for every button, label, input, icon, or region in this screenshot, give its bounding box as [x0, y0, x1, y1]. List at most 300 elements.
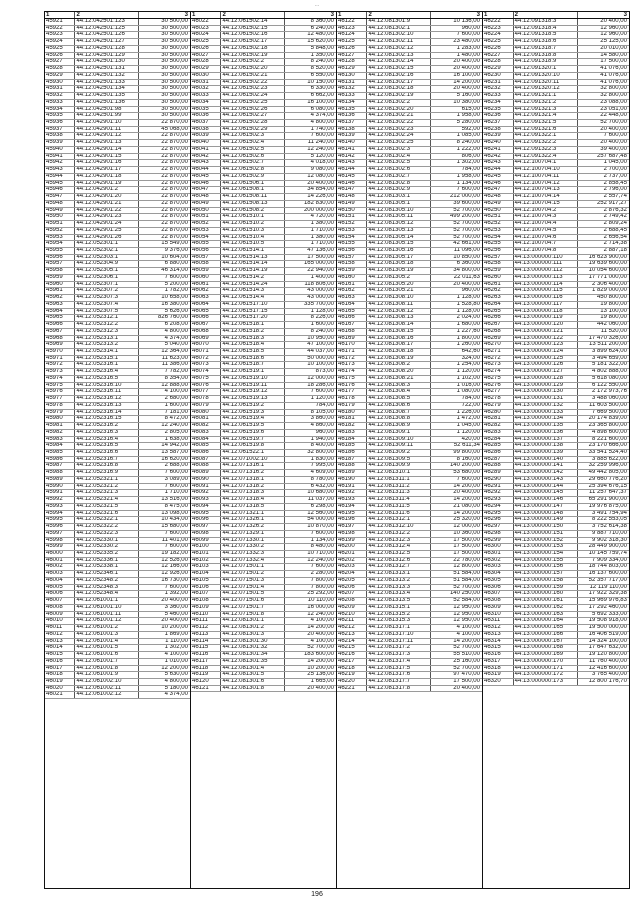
table-row: [191, 342, 336, 349]
row-number: 45960: [45, 282, 75, 288]
cadastral-value: 20 400,00: [453, 490, 480, 496]
table-row: [337, 295, 482, 302]
table-row: [337, 336, 482, 343]
cadastral-number: 44:12:100704:10: [514, 167, 578, 173]
row-number: 46238: [483, 127, 514, 133]
row-number: 46009: [45, 612, 75, 618]
row-number: 45939: [45, 140, 75, 146]
cadastral-value: 7 600,00: [456, 32, 480, 38]
cadastral-number: 44:12:081305:2: [367, 275, 431, 281]
row-number: 46045: [191, 174, 221, 180]
cadastral-value: 1 085,00: [456, 133, 480, 139]
row-number: 45993: [45, 504, 75, 510]
row-number: 46000: [45, 551, 75, 557]
cadastral-value: 49 442 805,00: [588, 470, 627, 476]
cadastral-number: 44:12:081317:2: [367, 645, 431, 651]
row-number: 46318: [483, 666, 514, 672]
cadastral-number: 44:12:081302:4: [367, 154, 431, 160]
table-row: [483, 605, 629, 612]
row-number: 46017: [45, 666, 75, 672]
cadastral-number: 44:12:042501:130: [75, 59, 139, 65]
cadastral-number: 44:12:061002:10: [75, 679, 139, 685]
cadastral-number: 44:12:091322:4: [514, 154, 578, 160]
table-row: [483, 463, 629, 470]
cadastral-number: 44:12:061518:1: [221, 322, 285, 328]
cadastral-value: 10 054 600,00: [588, 268, 627, 274]
cadastral-value: 52 700,00: [453, 645, 480, 651]
table-row: [483, 113, 629, 120]
row-number: 46119: [191, 672, 221, 678]
cadastral-number: 44:13:000000:131: [514, 396, 578, 402]
table-row: [45, 443, 190, 450]
row-number: 46116: [191, 652, 221, 658]
row-number: 46021: [45, 692, 75, 698]
cadastral-value: 65 291 900,00: [588, 497, 627, 503]
cadastral-number: 44:13:000000:120: [514, 322, 578, 328]
cadastral-number: 44:13:000000:118: [514, 309, 578, 315]
table-row: [483, 120, 629, 127]
table-row: [45, 133, 190, 140]
cadastral-value: 11 760 400,00: [589, 658, 627, 664]
table-row: [45, 598, 190, 605]
table-row: [483, 309, 629, 316]
table-row: [45, 248, 190, 255]
cadastral-value: 499 200,00: [449, 214, 480, 220]
cadastral-value: 1 710,00: [164, 490, 188, 496]
cadastral-number: 44:12:052348:3: [75, 585, 139, 591]
cadastral-value: 10 360,00: [453, 530, 480, 536]
table-row: [337, 639, 482, 646]
cadastral-number: 44:12:042901:11: [75, 127, 139, 133]
table-row: [45, 154, 190, 161]
cadastral-number: 44:12:052335:2: [75, 551, 139, 557]
table-row: [191, 666, 336, 673]
row-number: 46154: [337, 235, 367, 241]
row-number: 46104: [191, 571, 221, 577]
cadastral-value: 2 680,00: [164, 396, 188, 402]
cadastral-value: 51 584,00: [453, 577, 480, 583]
table-row: [191, 107, 336, 114]
cadastral-value: 30 500,00: [161, 86, 188, 92]
cadastral-number: 44:12:042501:127: [75, 39, 139, 45]
row-number: 45957: [45, 261, 75, 267]
cadastral-number: 44:12:061001:3: [75, 632, 139, 638]
cadastral-number: 44:12:061502:6: [221, 154, 285, 160]
cadastral-value: 22 870,00: [161, 140, 188, 146]
cadastral-number: 44:12:061001:10: [75, 605, 139, 611]
row-number: 46077: [191, 389, 221, 395]
cadastral-number: 44:12:052316:3: [75, 430, 139, 436]
cadastral-value: 16 620,00: [161, 456, 188, 462]
table-row: [337, 605, 482, 612]
table-row: [483, 275, 629, 282]
row-number: 46174: [337, 369, 367, 375]
cadastral-value: 1 134,00: [310, 537, 334, 543]
table-row: [337, 463, 482, 470]
table-row: [337, 113, 482, 120]
cadastral-value: 4 374,00: [310, 113, 334, 119]
row-number: 46204: [337, 571, 367, 577]
cadastral-number: 44:12:061510:4: [221, 235, 285, 241]
cadastral-value: 7 600,00: [603, 133, 627, 139]
table-row: [483, 598, 629, 605]
cadastral-value: 12 200,00: [161, 665, 188, 671]
cadastral-value: 3 491 754,94: [591, 510, 627, 516]
table-row: [45, 430, 190, 437]
cadastral-value: 1 480,00: [456, 52, 480, 58]
row-number: 46288: [483, 463, 514, 469]
cadastral-value: 9 376,00: [164, 247, 188, 253]
cadastral-value: 10 200,00: [307, 665, 334, 671]
cadastral-value: 7 181,00: [164, 409, 188, 415]
table-row: [483, 93, 629, 100]
table-row: [337, 261, 482, 268]
table-row: [483, 322, 629, 329]
table-row: [191, 423, 336, 430]
cadastral-number: 44:12:091321:6: [514, 127, 578, 133]
row-number: 46205: [337, 578, 367, 584]
table-row: [483, 679, 629, 686]
table-row: [337, 59, 482, 66]
cadastral-number: 44:12:071501:3: [221, 578, 285, 584]
cadastral-number: 44:12:091320:1: [514, 66, 578, 72]
table-row: [483, 389, 629, 396]
cadastral-value: 1 302,00: [456, 160, 480, 166]
table-row: [191, 376, 336, 383]
cadastral-number: 44:12:071501:2: [221, 571, 285, 577]
table-row: [191, 356, 336, 363]
cadastral-number: 44:13:000000:133: [514, 410, 578, 416]
table-row: [483, 652, 629, 659]
table-row: [483, 26, 629, 33]
cadastral-value: 10 658,00: [161, 295, 188, 301]
row-number: 46047: [191, 187, 221, 193]
cadastral-value: 1 045,00: [603, 160, 627, 166]
cadastral-number: 44:12:042901:2: [75, 187, 139, 193]
cadastral-value: 14 324 100,00: [588, 638, 627, 644]
row-number: 46073: [191, 362, 221, 368]
table-row: [483, 450, 629, 457]
cadastral-number: 44:12:081301:35: [221, 659, 285, 665]
row-number: 45974: [45, 376, 75, 382]
table-row: [483, 531, 629, 538]
cadastral-number: 44:12:081317:6: [367, 672, 431, 678]
row-number: 46139: [337, 133, 367, 139]
row-number: 46159: [337, 268, 367, 274]
cadastral-value: 7 800,00: [310, 577, 334, 583]
cadastral-value: 1 829 000,00: [591, 288, 627, 294]
cadastral-value: 43 000,00: [307, 295, 334, 301]
cadastral-number: 44:12:081301:9: [367, 19, 431, 25]
cadastral-number: 44:12:081310:1: [367, 470, 431, 476]
table-row: [191, 127, 336, 134]
cadastral-number: 44:12:052316:15: [75, 416, 139, 422]
row-number: 46249: [483, 201, 514, 207]
cadastral-value: 6 298,00: [310, 503, 334, 509]
cadastral-value: 10 680,00: [307, 490, 334, 496]
cadastral-number: 44:12:081315:3: [367, 618, 431, 624]
row-number: 46052: [191, 221, 221, 227]
cadastral-value: 11 603 500,00: [589, 402, 627, 408]
cadastral-value: 7 600,00: [164, 274, 188, 280]
table-row: [45, 309, 190, 316]
row-number: 46134: [337, 100, 367, 106]
cadastral-number: 44:12:081301:2: [221, 625, 285, 631]
table-row: [337, 248, 482, 255]
cadastral-value: 55 510,00: [453, 652, 480, 658]
cadastral-value: 14 200,00: [453, 79, 480, 85]
table-row: [337, 322, 482, 329]
cadastral-value: 52 700,00: [600, 120, 627, 126]
cadastral-number: 44:12:052303:1: [75, 255, 139, 261]
cadastral-value: 10 434,00: [161, 517, 188, 523]
cadastral-value: 2 172 973,76: [591, 389, 627, 395]
row-number: 46093: [191, 497, 221, 503]
cadastral-value: 12 950,00: [453, 618, 480, 624]
row-number: 46039: [191, 133, 221, 139]
cadastral-value: 15 969 976,83: [588, 598, 627, 604]
row-number: 46096: [191, 517, 221, 523]
cadastral-number: 44:13:000000:134: [514, 416, 578, 422]
row-number: 45997: [45, 531, 75, 537]
cadastral-value: 1 010,00: [164, 658, 188, 664]
table-row: [191, 93, 336, 100]
table-row: [337, 531, 482, 538]
cadastral-number: 44:12:091321:1: [514, 93, 578, 99]
table-row: [483, 214, 629, 221]
cadastral-number: 44:12:081313:4: [367, 591, 431, 597]
table-row: [191, 100, 336, 107]
cadastral-number: 44:12:061519:5: [221, 423, 285, 429]
table-row: [337, 544, 482, 551]
cadastral-value: 7 600,00: [310, 530, 334, 536]
cadastral-number: 44:12:100704:4: [514, 221, 578, 227]
row-number: 46244: [483, 167, 514, 173]
cadastral-value: 11 520,00: [600, 328, 627, 334]
cadastral-number: 44:13:000000:138: [514, 443, 578, 449]
table-row: [45, 639, 190, 646]
cadastral-number: 44:12:052305:1: [75, 268, 139, 274]
row-number: 46129: [337, 66, 367, 72]
row-number: 46002: [45, 564, 75, 570]
table-row: [337, 686, 482, 693]
table-row: [483, 538, 629, 545]
row-number: 45928: [45, 66, 75, 72]
row-number: 46283: [483, 430, 514, 436]
row-number: 46098: [191, 531, 221, 537]
row-number: 46149: [337, 201, 367, 207]
row-number: 46255: [483, 241, 514, 247]
cadastral-value: 22 448,00: [600, 113, 627, 119]
cadastral-number: 44:12:081308:14: [367, 322, 431, 328]
row-number: 46155: [337, 241, 367, 247]
table-row: [191, 538, 336, 545]
cadastral-number: 44:12:081301:34: [221, 652, 285, 658]
cadastral-number: 44:12:100704:12: [514, 181, 578, 187]
table-row: [45, 463, 190, 470]
cadastral-value: 12 240,00: [307, 557, 334, 563]
table-row: [483, 639, 629, 646]
cadastral-number: 44:12:081308:2: [367, 362, 431, 368]
cadastral-number: 44:12:061502:27: [221, 113, 285, 119]
cadastral-number: 44:12:052307:3: [75, 295, 139, 301]
table-row: [483, 174, 629, 181]
table-row: [191, 39, 336, 46]
row-number: 46271: [483, 349, 514, 355]
table-row: [191, 336, 336, 343]
cadastral-value: 29 660 776,20: [588, 476, 627, 482]
cadastral-number: 44:12:052313:2: [75, 342, 139, 348]
table-row: [337, 93, 482, 100]
table-row: [45, 127, 190, 134]
cadastral-number: 44:12:081305:12: [367, 221, 431, 227]
row-number: 45956: [45, 255, 75, 261]
cadastral-number: 44:13:000000:136: [514, 430, 578, 436]
table-row: [191, 275, 336, 282]
table-row: [337, 591, 482, 598]
cadastral-value: 1 110,00: [165, 638, 188, 644]
cadastral-number: 44:12:081302:19: [367, 93, 431, 99]
table-row: [45, 39, 190, 46]
cadastral-number: 44:12:052338:1: [75, 564, 139, 570]
cadastral-value: 7 600,00: [164, 530, 188, 536]
cadastral-value: 7 600,00: [164, 584, 188, 590]
row-number: 46145: [337, 174, 367, 180]
cadastral-number: 44:12:061519:6: [221, 430, 285, 436]
cadastral-number: 44:12:061502:29: [221, 127, 285, 133]
cadastral-value: 30 500,00: [161, 113, 188, 119]
cadastral-value: 784,00: [461, 396, 480, 402]
cadastral-value: 30 500,00: [161, 45, 188, 51]
cadastral-value: 9 080,00: [310, 167, 334, 173]
table-row: [337, 490, 482, 497]
table-row: [191, 261, 336, 268]
table-row: [337, 32, 482, 39]
cadastral-number: 44:12:081312:6: [367, 558, 431, 564]
row-number: 45924: [45, 39, 75, 45]
cadastral-number: 44:12:081305:19: [367, 268, 431, 274]
row-number: 46120: [191, 679, 221, 685]
cadastral-number: 44:12:061502:26: [221, 107, 285, 113]
cadastral-number: 44:12:042501:126: [75, 32, 139, 38]
cadastral-number: 44:12:061502:4: [221, 140, 285, 146]
row-number: 46217: [337, 659, 367, 665]
table-row: [45, 396, 190, 403]
cadastral-number: 44:12:042901:18: [75, 174, 139, 180]
cadastral-number: 44:12:081309:11: [367, 443, 431, 449]
cadastral-value: 12 240,00: [307, 146, 334, 152]
table-row: [45, 113, 190, 120]
row-number: 46172: [337, 356, 367, 362]
table-row: [483, 342, 629, 349]
row-number: 46125: [337, 39, 367, 45]
cadastral-number: 44:13:000000:147: [514, 504, 578, 510]
cadastral-value: 7 782,00: [164, 369, 188, 375]
cadastral-number: 44:12:081311:2: [367, 484, 431, 490]
cadastral-number: 44:12:042501:136: [75, 100, 139, 106]
cadastral-value: 17 647 632,00: [588, 645, 627, 651]
table-row: [337, 181, 482, 188]
cadastral-value: 16 623 900,00: [588, 254, 627, 260]
row-number: 46235: [483, 107, 514, 113]
cadastral-number: 44:12:081317:10: [367, 632, 431, 638]
cadastral-value: 1 782,00: [164, 288, 188, 294]
column-header: 2: [221, 12, 285, 18]
cadastral-number: 44:13:000000:115: [514, 288, 578, 294]
cadastral-number: 44:12:052348:4: [75, 591, 139, 597]
cadastral-number: 44:13:000000:166: [514, 632, 578, 638]
cadastral-value: 42 661,00: [453, 241, 480, 247]
cadastral-value: 19 120 800,00: [588, 652, 627, 658]
cadastral-number: 44:12:081312:10: [367, 524, 431, 530]
table-row: [337, 437, 482, 444]
table-row: [45, 666, 190, 673]
row-number: 46085: [191, 443, 221, 449]
table-row: [45, 423, 190, 430]
row-number: 46084: [191, 437, 221, 443]
cadastral-value: 97 470,00: [453, 672, 480, 678]
row-number: 46150: [337, 208, 367, 214]
table-row: [191, 255, 336, 262]
row-number: 46092: [191, 490, 221, 496]
table-row: [337, 133, 482, 140]
cadastral-value: 12 240,00: [161, 423, 188, 429]
cadastral-value: 45 068,00: [161, 126, 188, 132]
table-row: [191, 53, 336, 60]
cadastral-number: 44:12:061519:13: [221, 396, 285, 402]
cadastral-number: 44:12:081305:15: [367, 241, 431, 247]
row-number: 46274: [483, 369, 514, 375]
table-row: [483, 511, 629, 518]
cadastral-number: 44:13:000000:158: [514, 578, 578, 584]
cadastral-value: 4 374,00: [164, 692, 188, 698]
cadastral-number: 44:12:061519:1: [221, 369, 285, 375]
row-number: 45983: [45, 437, 75, 443]
cadastral-value: 25 320,00: [453, 517, 480, 523]
table-row: [483, 201, 629, 208]
cadastral-value: 8 221 600,00: [591, 436, 627, 442]
row-number: 46065: [191, 309, 221, 315]
cadastral-number: 44:12:091318:5: [514, 32, 578, 38]
row-number: 46232: [483, 86, 514, 92]
table-row: [337, 194, 482, 201]
row-number: 45978: [45, 403, 75, 409]
table-row: [483, 133, 629, 140]
table-row: [483, 618, 629, 625]
row-number: 45923: [45, 32, 75, 38]
cadastral-number: 44:13:000000:143: [514, 477, 578, 483]
cadastral-value: 1 350,00: [310, 52, 334, 58]
cadastral-value: 20 400,00: [453, 685, 480, 691]
table-row: [45, 26, 190, 33]
row-number: 46020: [45, 686, 75, 692]
table-row: [337, 235, 482, 242]
row-number: 46053: [191, 228, 221, 234]
table-row: [337, 403, 482, 410]
cadastral-number: 44:13:000000:173: [514, 679, 578, 685]
cadastral-number: 44:12:081317:3: [367, 652, 431, 658]
cadastral-value: 10 150,00: [307, 79, 334, 85]
row-number: 46257: [483, 255, 514, 261]
table-row: [45, 261, 190, 268]
table-row: [191, 288, 336, 295]
cadastral-value: 4 802 888,00: [591, 369, 627, 375]
cadastral-number: 44:12:061518:2: [221, 329, 285, 335]
row-number: 46317: [483, 659, 514, 665]
table-row: [337, 127, 482, 134]
cadastral-number: 44:12:081309:5: [367, 457, 431, 463]
cadastral-number: 44:12:081302:23: [367, 127, 431, 133]
